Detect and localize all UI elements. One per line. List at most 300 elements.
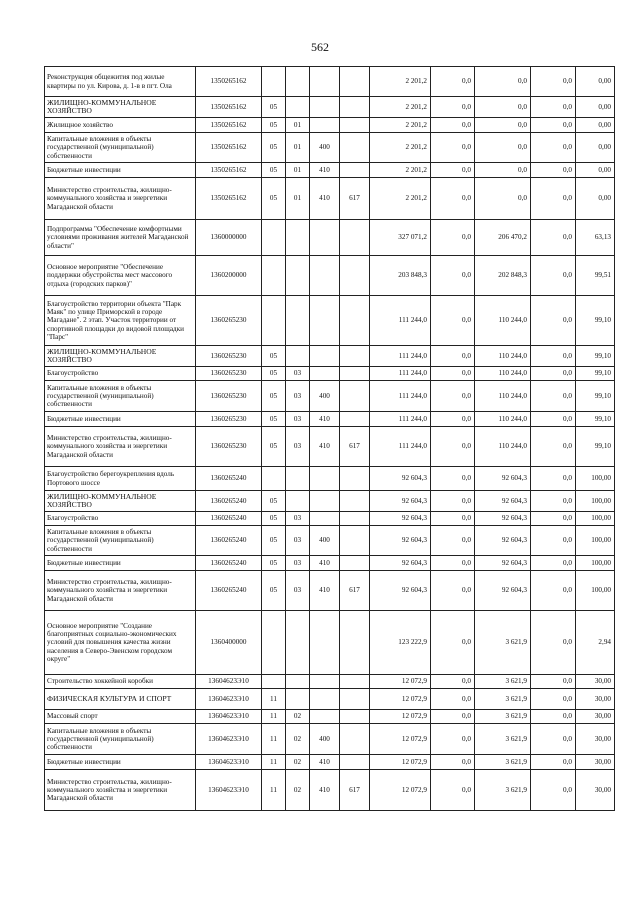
row-federal-cell: 0,0 [431, 381, 475, 412]
row-regional-cell: 3 621,9 [475, 710, 531, 724]
row-regional-cell: 92 604,3 [475, 526, 531, 556]
row-name-cell: Бюджетные инвестиции [45, 412, 196, 427]
row-expense-type-cell [310, 710, 340, 724]
row-percent-cell: 100,00 [576, 512, 615, 526]
row-regional-cell: 92 604,3 [475, 512, 531, 526]
row-percent-cell: 2,94 [576, 611, 615, 675]
row-section-cell: 05 [262, 556, 286, 571]
row-name-cell: Реконструкция общежития под жилые квартиры по ул. Кирова, д. 1-в в пгт. Ола [45, 67, 196, 97]
row-subsection-cell: 03 [286, 571, 310, 611]
row-expense-type-cell: 410 [310, 178, 340, 220]
row-federal-cell: 0,0 [431, 97, 475, 118]
row-section-cell: 05 [262, 367, 286, 381]
row-total-cell: 123 222,9 [370, 611, 431, 675]
row-total-cell: 12 072,9 [370, 755, 431, 770]
row-subsection-cell [286, 675, 310, 689]
row-municipal-cell: 0,0 [531, 97, 576, 118]
row-administrator-cell [340, 163, 370, 178]
row-name-cell: Капитальные вложения в объекты государственной (муниципальной) собственности [45, 724, 196, 755]
row-administrator-cell: 617 [340, 178, 370, 220]
row-code-cell: 1360200000 [196, 256, 262, 296]
row-expense-type-cell: 410 [310, 755, 340, 770]
row-administrator-cell [340, 675, 370, 689]
row-total-cell: 203 848,3 [370, 256, 431, 296]
row-total-cell: 327 071,2 [370, 220, 431, 256]
row-total-cell: 12 072,9 [370, 770, 431, 811]
row-expense-type-cell [310, 367, 340, 381]
row-administrator-cell [340, 724, 370, 755]
row-code-cell: 1360265240 [196, 556, 262, 571]
row-administrator-cell [340, 118, 370, 133]
row-subsection-cell: 03 [286, 412, 310, 427]
row-percent-cell: 99,10 [576, 381, 615, 412]
row-code-cell: 13604623Э10 [196, 675, 262, 689]
row-subsection-cell: 03 [286, 427, 310, 467]
row-municipal-cell: 0,0 [531, 675, 576, 689]
table-row [45, 571, 615, 611]
table-row [45, 556, 615, 571]
row-name-cell: Благоустройство [45, 512, 196, 526]
row-administrator-cell [340, 512, 370, 526]
row-percent-cell: 63,13 [576, 220, 615, 256]
row-municipal-cell: 0,0 [531, 724, 576, 755]
row-municipal-cell: 0,0 [531, 512, 576, 526]
row-section-cell: 05 [262, 178, 286, 220]
row-total-cell: 92 604,3 [370, 467, 431, 491]
table-row [45, 467, 615, 491]
row-code-cell: 1360265240 [196, 526, 262, 556]
table-row [45, 526, 615, 556]
row-name-cell: Основное мероприятие "Обеспечение поддержки обустройства мест массового отдыха (городских парков)" [45, 256, 196, 296]
row-percent-cell: 0,00 [576, 133, 615, 163]
row-federal-cell: 0,0 [431, 467, 475, 491]
row-total-cell: 111 244,0 [370, 412, 431, 427]
row-subsection-cell [286, 296, 310, 346]
row-subsection-cell: 03 [286, 526, 310, 556]
row-expense-type-cell [310, 220, 340, 256]
row-total-cell: 2 201,2 [370, 97, 431, 118]
row-total-cell: 111 244,0 [370, 367, 431, 381]
row-administrator-cell [340, 346, 370, 367]
row-municipal-cell: 0,0 [531, 755, 576, 770]
row-federal-cell: 0,0 [431, 163, 475, 178]
row-section-cell: 11 [262, 724, 286, 755]
row-code-cell: 1360265230 [196, 296, 262, 346]
row-percent-cell: 99,10 [576, 296, 615, 346]
row-regional-cell: 0,0 [475, 163, 531, 178]
row-administrator-cell [340, 220, 370, 256]
row-code-cell: 13604623Э10 [196, 755, 262, 770]
row-regional-cell: 3 621,9 [475, 770, 531, 811]
row-federal-cell: 0,0 [431, 611, 475, 675]
row-municipal-cell: 0,0 [531, 367, 576, 381]
row-regional-cell: 0,0 [475, 67, 531, 97]
row-code-cell: 1360265230 [196, 381, 262, 412]
row-municipal-cell: 0,0 [531, 256, 576, 296]
table-row [45, 512, 615, 526]
row-municipal-cell: 0,0 [531, 220, 576, 256]
row-section-cell: 11 [262, 770, 286, 811]
row-federal-cell: 0,0 [431, 491, 475, 512]
row-administrator-cell [340, 491, 370, 512]
row-section-cell: 05 [262, 163, 286, 178]
row-total-cell: 2 201,2 [370, 133, 431, 163]
row-name-cell: Министерство строительства, жилищно-коммунального хозяйства и энергетики Магаданской области [45, 770, 196, 811]
row-total-cell: 111 244,0 [370, 346, 431, 367]
row-section-cell: 05 [262, 412, 286, 427]
table-row [45, 367, 615, 381]
row-subsection-cell [286, 689, 310, 710]
row-administrator-cell: 617 [340, 427, 370, 467]
row-municipal-cell: 0,0 [531, 412, 576, 427]
row-municipal-cell: 0,0 [531, 689, 576, 710]
row-percent-cell: 100,00 [576, 467, 615, 491]
row-municipal-cell: 0,0 [531, 178, 576, 220]
row-administrator-cell: 617 [340, 571, 370, 611]
row-expense-type-cell: 400 [310, 381, 340, 412]
row-municipal-cell: 0,0 [531, 381, 576, 412]
row-municipal-cell: 0,0 [531, 556, 576, 571]
row-regional-cell: 110 244,0 [475, 296, 531, 346]
row-regional-cell: 0,0 [475, 97, 531, 118]
row-federal-cell: 0,0 [431, 770, 475, 811]
row-federal-cell: 0,0 [431, 427, 475, 467]
row-code-cell: 1360265240 [196, 491, 262, 512]
row-percent-cell: 99,10 [576, 427, 615, 467]
row-expense-type-cell: 410 [310, 163, 340, 178]
row-subsection-cell: 02 [286, 724, 310, 755]
row-total-cell: 12 072,9 [370, 675, 431, 689]
row-name-cell: Строительство хоккейной коробки [45, 675, 196, 689]
row-percent-cell: 0,00 [576, 97, 615, 118]
row-expense-type-cell: 410 [310, 412, 340, 427]
row-regional-cell: 206 470,2 [475, 220, 531, 256]
row-expense-type-cell [310, 256, 340, 296]
table-row [45, 381, 615, 412]
row-code-cell: 1360265230 [196, 427, 262, 467]
row-regional-cell: 92 604,3 [475, 556, 531, 571]
row-total-cell: 92 604,3 [370, 512, 431, 526]
row-subsection-cell: 03 [286, 367, 310, 381]
row-name-cell: ФИЗИЧЕСКАЯ КУЛЬТУРА И СПОРТ [45, 689, 196, 710]
row-name-cell: Благоустройство [45, 367, 196, 381]
row-percent-cell: 0,00 [576, 163, 615, 178]
row-name-cell: Основное мероприятие "Создание благоприятных социально-экономических условий для повышения качества жизни населения в Северо-Эвенском городском округе" [45, 611, 196, 675]
row-code-cell: 1360265230 [196, 367, 262, 381]
row-name-cell: Подпрограмма "Обеспечение комфортными условиями проживания жителей Магаданской области" [45, 220, 196, 256]
row-regional-cell: 110 244,0 [475, 346, 531, 367]
row-subsection-cell: 01 [286, 163, 310, 178]
table-row [45, 133, 615, 163]
row-federal-cell: 0,0 [431, 118, 475, 133]
row-code-cell: 1350265162 [196, 163, 262, 178]
row-section-cell [262, 67, 286, 97]
row-expense-type-cell: 410 [310, 571, 340, 611]
row-federal-cell: 0,0 [431, 556, 475, 571]
row-expense-type-cell [310, 611, 340, 675]
row-code-cell: 1350265162 [196, 118, 262, 133]
row-federal-cell: 0,0 [431, 526, 475, 556]
row-expense-type-cell: 400 [310, 526, 340, 556]
row-code-cell: 1360265240 [196, 467, 262, 491]
table-row [45, 675, 615, 689]
row-name-cell: Министерство строительства, жилищно-коммунального хозяйства и энергетики Магаданской области [45, 571, 196, 611]
row-federal-cell: 0,0 [431, 346, 475, 367]
row-federal-cell: 0,0 [431, 178, 475, 220]
row-expense-type-cell [310, 512, 340, 526]
row-expense-type-cell: 410 [310, 770, 340, 811]
row-name-cell: Бюджетные инвестиции [45, 755, 196, 770]
row-municipal-cell: 0,0 [531, 427, 576, 467]
row-total-cell: 92 604,3 [370, 571, 431, 611]
row-federal-cell: 0,0 [431, 675, 475, 689]
row-subsection-cell: 03 [286, 381, 310, 412]
row-name-cell: Министерство строительства, жилищно-коммунального хозяйства и энергетики Магаданской области [45, 427, 196, 467]
row-section-cell: 05 [262, 133, 286, 163]
row-code-cell: 1360265240 [196, 512, 262, 526]
row-subsection-cell: 03 [286, 512, 310, 526]
row-code-cell: 1350265162 [196, 178, 262, 220]
row-municipal-cell: 0,0 [531, 526, 576, 556]
row-municipal-cell: 0,0 [531, 571, 576, 611]
row-percent-cell: 100,00 [576, 556, 615, 571]
table-row [45, 611, 615, 675]
row-name-cell: Капитальные вложения в объекты государственной (муниципальной) собственности [45, 526, 196, 556]
row-administrator-cell [340, 256, 370, 296]
row-expense-type-cell [310, 491, 340, 512]
row-section-cell: 05 [262, 118, 286, 133]
row-percent-cell: 100,00 [576, 491, 615, 512]
row-federal-cell: 0,0 [431, 412, 475, 427]
table-row [45, 689, 615, 710]
row-subsection-cell [286, 220, 310, 256]
table-row [45, 710, 615, 724]
row-total-cell: 12 072,9 [370, 710, 431, 724]
row-code-cell: 1360265240 [196, 571, 262, 611]
row-expense-type-cell [310, 346, 340, 367]
row-expense-type-cell [310, 67, 340, 97]
row-regional-cell: 3 621,9 [475, 689, 531, 710]
row-section-cell [262, 675, 286, 689]
row-percent-cell: 0,00 [576, 118, 615, 133]
row-subsection-cell [286, 491, 310, 512]
row-regional-cell: 3 621,9 [475, 611, 531, 675]
row-federal-cell: 0,0 [431, 133, 475, 163]
row-expense-type-cell [310, 467, 340, 491]
row-percent-cell: 100,00 [576, 526, 615, 556]
row-name-cell: ЖИЛИЩНО-КОММУНАЛЬНОЕ ХОЗЯЙСТВО [45, 97, 196, 118]
row-expense-type-cell [310, 689, 340, 710]
row-code-cell: 1350265162 [196, 133, 262, 163]
row-total-cell: 12 072,9 [370, 689, 431, 710]
row-expense-type-cell [310, 296, 340, 346]
row-regional-cell: 110 244,0 [475, 367, 531, 381]
row-municipal-cell: 0,0 [531, 491, 576, 512]
table-row [45, 755, 615, 770]
row-subsection-cell: 02 [286, 755, 310, 770]
row-section-cell: 05 [262, 346, 286, 367]
row-total-cell: 2 201,2 [370, 163, 431, 178]
row-municipal-cell: 0,0 [531, 467, 576, 491]
table-row [45, 67, 615, 97]
row-federal-cell: 0,0 [431, 367, 475, 381]
row-name-cell: Массовый спорт [45, 710, 196, 724]
row-name-cell: Благоустройство берегоукрепления вдоль Портового шоссе [45, 467, 196, 491]
row-subsection-cell: 02 [286, 710, 310, 724]
row-municipal-cell: 0,0 [531, 133, 576, 163]
row-subsection-cell [286, 97, 310, 118]
table-row [45, 118, 615, 133]
page-number: 562 [311, 40, 329, 54]
row-federal-cell: 0,0 [431, 710, 475, 724]
row-percent-cell: 99,10 [576, 367, 615, 381]
table-row [45, 296, 615, 346]
row-total-cell: 12 072,9 [370, 724, 431, 755]
row-administrator-cell [340, 526, 370, 556]
row-administrator-cell [340, 67, 370, 97]
row-regional-cell: 92 604,3 [475, 491, 531, 512]
row-code-cell: 1360000000 [196, 220, 262, 256]
row-regional-cell: 110 244,0 [475, 412, 531, 427]
row-federal-cell: 0,0 [431, 256, 475, 296]
row-regional-cell: 0,0 [475, 178, 531, 220]
row-federal-cell: 0,0 [431, 689, 475, 710]
row-code-cell: 13604623Э10 [196, 724, 262, 755]
row-expense-type-cell: 410 [310, 427, 340, 467]
row-section-cell [262, 467, 286, 491]
row-subsection-cell: 01 [286, 118, 310, 133]
row-percent-cell: 30,00 [576, 755, 615, 770]
row-percent-cell: 30,00 [576, 724, 615, 755]
table-row [45, 178, 615, 220]
row-section-cell: 05 [262, 381, 286, 412]
table-row [45, 163, 615, 178]
row-municipal-cell: 0,0 [531, 163, 576, 178]
row-municipal-cell: 0,0 [531, 346, 576, 367]
row-percent-cell: 99,51 [576, 256, 615, 296]
row-municipal-cell: 0,0 [531, 710, 576, 724]
row-administrator-cell [340, 689, 370, 710]
row-section-cell: 05 [262, 526, 286, 556]
row-percent-cell: 30,00 [576, 710, 615, 724]
row-section-cell [262, 220, 286, 256]
row-regional-cell: 0,0 [475, 133, 531, 163]
row-section-cell: 05 [262, 427, 286, 467]
table-row [45, 256, 615, 296]
row-percent-cell: 100,00 [576, 571, 615, 611]
row-federal-cell: 0,0 [431, 296, 475, 346]
row-total-cell: 111 244,0 [370, 296, 431, 346]
row-percent-cell: 99,10 [576, 412, 615, 427]
table-row [45, 724, 615, 755]
row-section-cell: 11 [262, 689, 286, 710]
row-regional-cell: 92 604,3 [475, 467, 531, 491]
row-regional-cell: 3 621,9 [475, 724, 531, 755]
table-row [45, 412, 615, 427]
row-section-cell: 05 [262, 97, 286, 118]
table-body [45, 67, 615, 811]
row-regional-cell: 0,0 [475, 118, 531, 133]
row-name-cell: Капитальные вложения в объекты государственной (муниципальной) собственности [45, 381, 196, 412]
row-regional-cell: 110 244,0 [475, 381, 531, 412]
row-subsection-cell [286, 67, 310, 97]
row-administrator-cell [340, 611, 370, 675]
row-code-cell: 13604623Э10 [196, 710, 262, 724]
table-row [45, 97, 615, 118]
row-federal-cell: 0,0 [431, 724, 475, 755]
table-row [45, 770, 615, 811]
row-administrator-cell [340, 412, 370, 427]
row-federal-cell: 0,0 [431, 571, 475, 611]
row-section-cell [262, 296, 286, 346]
row-administrator-cell [340, 367, 370, 381]
row-code-cell: 1360400000 [196, 611, 262, 675]
row-federal-cell: 0,0 [431, 220, 475, 256]
row-administrator-cell [340, 97, 370, 118]
row-code-cell: 1350265162 [196, 67, 262, 97]
row-percent-cell: 99,10 [576, 346, 615, 367]
row-municipal-cell: 0,0 [531, 296, 576, 346]
row-name-cell: Бюджетные инвестиции [45, 163, 196, 178]
row-name-cell: ЖИЛИЩНО-КОММУНАЛЬНОЕ ХОЗЯЙСТВО [45, 491, 196, 512]
row-total-cell: 111 244,0 [370, 427, 431, 467]
row-code-cell: 13604623Э10 [196, 770, 262, 811]
row-administrator-cell [340, 133, 370, 163]
table-row [45, 491, 615, 512]
row-federal-cell: 0,0 [431, 755, 475, 770]
row-section-cell [262, 256, 286, 296]
row-subsection-cell [286, 611, 310, 675]
row-percent-cell: 30,00 [576, 675, 615, 689]
row-administrator-cell [340, 296, 370, 346]
row-expense-type-cell [310, 118, 340, 133]
row-regional-cell: 3 621,9 [475, 755, 531, 770]
row-section-cell: 05 [262, 571, 286, 611]
row-regional-cell: 92 604,3 [475, 571, 531, 611]
table-row [45, 427, 615, 467]
row-subsection-cell [286, 467, 310, 491]
row-expense-type-cell: 400 [310, 724, 340, 755]
row-administrator-cell [340, 755, 370, 770]
row-federal-cell: 0,0 [431, 512, 475, 526]
row-total-cell: 92 604,3 [370, 526, 431, 556]
row-municipal-cell: 0,0 [531, 770, 576, 811]
row-percent-cell: 0,00 [576, 67, 615, 97]
row-total-cell: 2 201,2 [370, 118, 431, 133]
row-expense-type-cell: 410 [310, 556, 340, 571]
row-total-cell: 92 604,3 [370, 556, 431, 571]
row-subsection-cell [286, 346, 310, 367]
row-section-cell: 05 [262, 512, 286, 526]
row-administrator-cell [340, 467, 370, 491]
row-code-cell: 1350265162 [196, 97, 262, 118]
row-subsection-cell: 01 [286, 178, 310, 220]
row-name-cell: Министерство строительства, жилищно-коммунального хозяйства и энергетики Магаданской области [45, 178, 196, 220]
row-code-cell: 1360265230 [196, 346, 262, 367]
row-subsection-cell: 03 [286, 556, 310, 571]
row-code-cell: 13604623Э10 [196, 689, 262, 710]
row-percent-cell: 30,00 [576, 770, 615, 811]
row-subsection-cell: 02 [286, 770, 310, 811]
row-expense-type-cell [310, 97, 340, 118]
row-municipal-cell: 0,0 [531, 611, 576, 675]
row-percent-cell: 30,00 [576, 689, 615, 710]
row-total-cell: 92 604,3 [370, 491, 431, 512]
row-total-cell: 111 244,0 [370, 381, 431, 412]
row-administrator-cell: 617 [340, 770, 370, 811]
row-subsection-cell: 01 [286, 133, 310, 163]
row-name-cell: Жилищное хозяйство [45, 118, 196, 133]
